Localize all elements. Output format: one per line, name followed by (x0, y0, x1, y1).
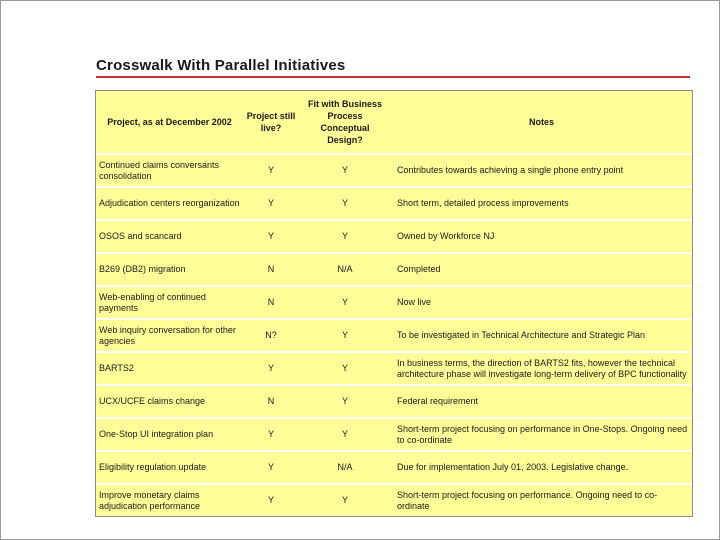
cell-fit: Y (299, 418, 391, 451)
cell-notes: Owned by Workforce NJ (391, 220, 692, 253)
cell-fit: Y (299, 220, 391, 253)
cell-project: Continued claims conversants consolidation (99, 159, 220, 181)
header-live: Project still live? (243, 91, 299, 154)
header-notes: Notes (391, 91, 692, 154)
cell-notes: Completed (391, 253, 692, 286)
cell-project: Web-enabling of continued payments (96, 286, 243, 319)
cell-live: Y (243, 418, 299, 451)
cell-fit: Y (299, 352, 391, 385)
cell-live: Y (243, 352, 299, 385)
table-row (96, 319, 692, 352)
cell-notes: Short-term project focusing on performance in One-Stops. Ongoing need to co-ordinate (391, 418, 692, 451)
cell-live: N (243, 286, 299, 319)
cell-notes: Due for implementation July 01, 2003. Legislative change. (391, 451, 692, 484)
cell-live: N (243, 385, 299, 418)
title-divider (96, 76, 690, 78)
cell-live: Y (243, 484, 299, 516)
table-row (96, 154, 692, 187)
cell-fit: Y (299, 484, 391, 516)
cell-live: Y (243, 451, 299, 484)
cell-notes: Federal requirement (391, 385, 692, 418)
table-row (96, 484, 692, 516)
table-row (96, 286, 692, 319)
table-row (96, 385, 692, 418)
cell-project: UCX/UCFE claims change (96, 385, 243, 418)
cell-project: Adjudication centers reorganization (96, 187, 243, 220)
cell-fit: N/A (299, 253, 391, 286)
cell-fit: Y (341, 165, 348, 175)
table-row (96, 187, 692, 220)
cell-live: Y (243, 187, 299, 220)
table-header-row (96, 91, 692, 154)
cell-fit: Y (299, 286, 391, 319)
cell-notes: To be investigated in Technical Architecture and Strategic Plan (391, 319, 692, 352)
cell-fit: N/A (299, 451, 391, 484)
cell-live: Y (243, 220, 299, 253)
cell-project: One-Stop UI integration plan (96, 418, 243, 451)
table-row (96, 418, 692, 451)
cell-fit: Y (299, 385, 391, 418)
cell-fit: Y (299, 187, 391, 220)
cell-notes: Contributes towards achieving a single phone entry point (397, 165, 624, 175)
slide-title: Crosswalk With Parallel Initiatives (96, 57, 346, 74)
header-fit: Fit with Business Process Conceptual Design? (299, 91, 391, 154)
cell-project: Eligibility regulation update (96, 451, 243, 484)
cell-notes: Now live (391, 286, 692, 319)
header-project: Project, as at December 2002 (96, 91, 243, 154)
cell-project: Improve monetary claims adjudication performance (96, 484, 243, 516)
cell-project: OSOS and scancard (96, 220, 243, 253)
table-row (96, 253, 692, 286)
table-row (96, 451, 692, 484)
cell-notes: In business terms, the direction of BARTS2 fits, however the technical architecture phase will investigate long-term delivery of BPC functionality (391, 352, 692, 385)
cell-live: Y (267, 165, 274, 175)
cell-live: N? (243, 319, 299, 352)
table-row (96, 352, 692, 385)
cell-notes: Short term, detailed process improvements (391, 187, 692, 220)
cell-fit: Y (299, 319, 391, 352)
cell-project: B269 (DB2) migration (96, 253, 243, 286)
cell-project: BARTS2 (96, 352, 243, 385)
cell-project: Web inquiry conversation for other agencies (96, 319, 243, 352)
crosswalk-table-container (95, 90, 693, 517)
crosswalk-table (96, 91, 692, 516)
cell-notes: Short-term project focusing on performance. Ongoing need to co-ordinate (391, 484, 692, 516)
cell-live: N (243, 253, 299, 286)
table-row (96, 220, 692, 253)
